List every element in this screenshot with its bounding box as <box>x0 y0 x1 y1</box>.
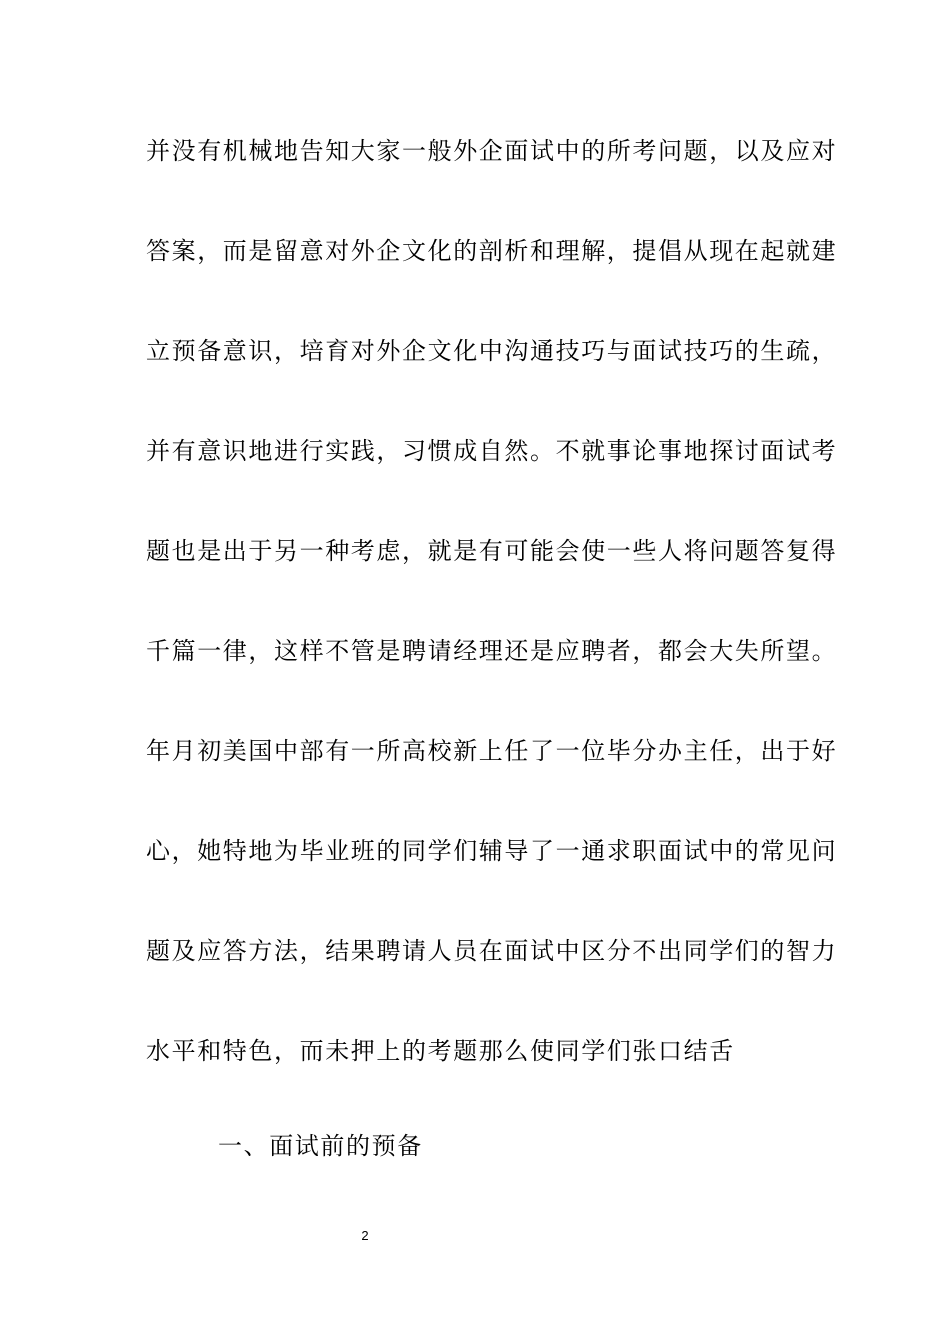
body-text-line-9: 题及应答方法，结果聘请人员在面试中区分不出同学们的智力 <box>146 937 838 965</box>
section-heading: 一、面试前的预备 <box>218 1132 423 1160</box>
page-number: 2 <box>361 1228 369 1243</box>
body-text-line-5: 题也是出于另一种考虑，就是有可能会使一些人将问题答复得 <box>146 537 838 565</box>
body-text-line-10: 水平和特色，而未押上的考题那么使同学们张口结舌 <box>146 1037 735 1065</box>
body-text-line-2: 答案，而是留意对外企文化的剖析和理解，提倡从现在起就建 <box>146 237 838 265</box>
body-text-line-4: 并有意识地进行实践，习惯成自然。不就事论事地探讨面试考 <box>146 437 838 465</box>
body-text-line-7: 年月初美国中部有一所高校新上任了一位毕分办主任，出于好 <box>146 737 838 765</box>
body-text-line-3: 立预备意识，培育对外企文化中沟通技巧与面试技巧的生疏， <box>146 337 838 365</box>
body-text-line-6: 千篇一律，这样不管是聘请经理还是应聘者，都会大失所望。 <box>146 637 838 665</box>
body-text-line-8: 心，她特地为毕业班的同学们辅导了一通求职面试中的常见问 <box>146 837 838 865</box>
body-text-line-1: 并没有机械地告知大家一般外企面试中的所考问题，以及应对 <box>146 137 838 165</box>
